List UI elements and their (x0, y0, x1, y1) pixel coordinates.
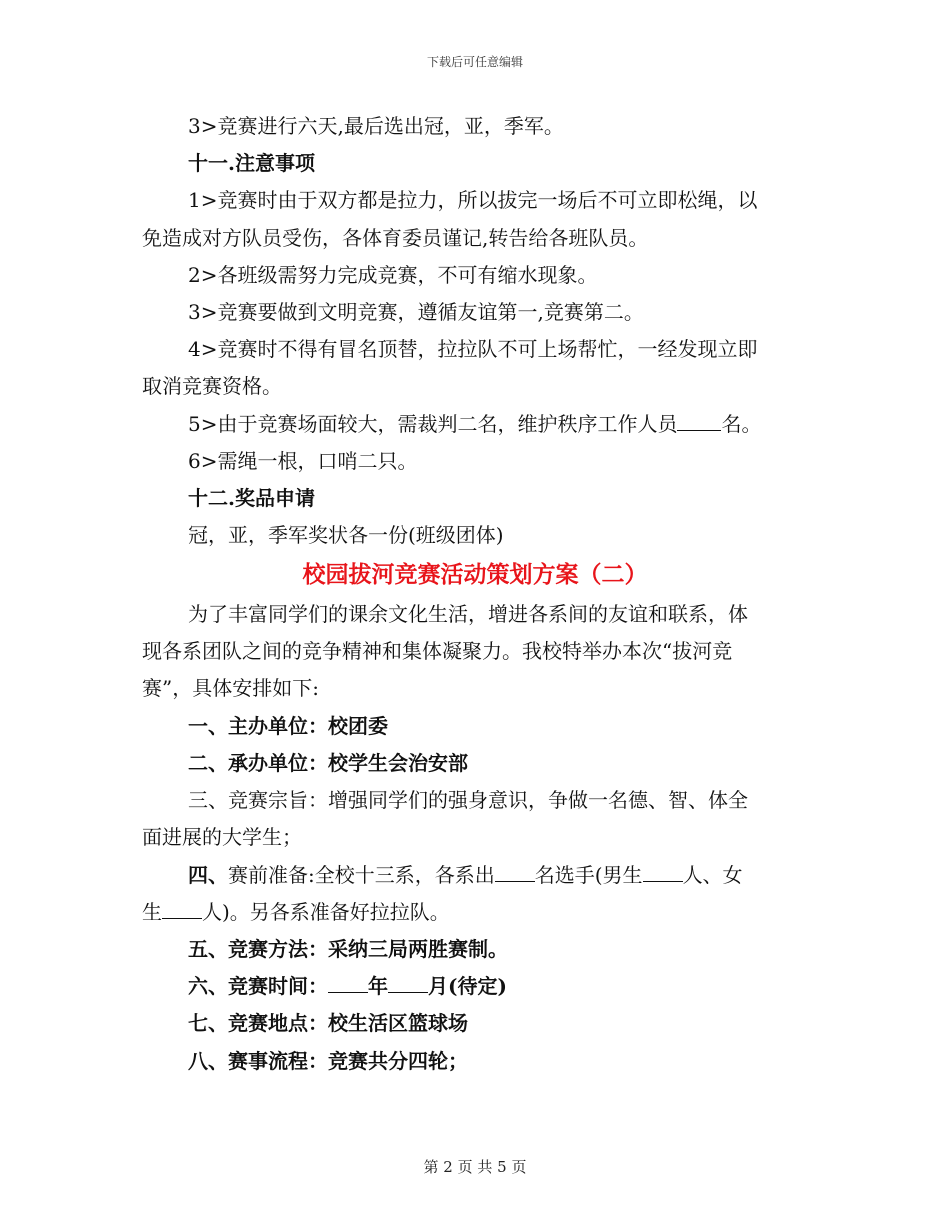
page-header: 下载后可任意编辑 (426, 55, 523, 69)
text-span: 生 (142, 900, 162, 924)
text-span: 名选手(男生 (534, 863, 643, 887)
blank-line (162, 900, 202, 919)
section-heading (188, 974, 812, 998)
text-span: 名。 (721, 412, 762, 436)
text-line (142, 900, 812, 924)
text-line: 1>竞赛时由于双方都是拉力，所以拔完一场后不可立即松绳，以 (188, 188, 758, 212)
blank-line (388, 974, 428, 993)
text-line (188, 412, 812, 436)
section-heading: 八、赛事流程：竞赛共分四轮； (188, 1049, 468, 1073)
text-line: 面进展的大学生； (142, 825, 302, 849)
section-heading: 二、承办单位：校学生会治安部 (188, 751, 468, 775)
text-line: 冠，亚，季军奖状各一份(班级团体) (188, 523, 504, 547)
document-title: 校园拔河竞赛活动策划方案（二） (302, 561, 648, 588)
text-span: 人、女 (682, 863, 743, 887)
text-line (188, 863, 812, 887)
text-line: 4>竞赛时不得有冒名顶替，拉拉队不可上场帮忙，一经发现立即 (188, 337, 758, 361)
section-heading: 五、竞赛方法：采纳三局两胜赛制。 (188, 937, 508, 961)
text-span: 赛前准备:全校十三系，各系出 (228, 863, 495, 887)
text-line: 免造成对方队员受伤，各体育委员谨记,转告给各班队员。 (142, 226, 649, 250)
text-span: 月(待定) (428, 974, 507, 998)
text-line: 3>竞赛进行六天,最后选出冠，亚，季军。 (188, 114, 564, 138)
text-line: 为了丰富同学们的课余文化生活，增进各系间的友谊和联系，体 (188, 602, 748, 626)
page-footer: 第 2 页 共 5 页 (423, 1158, 527, 1176)
text-line: 2>各班级需努力完成竞赛，不可有缩水现象。 (188, 263, 598, 287)
section-heading: 一、主办单位：校团委 (188, 714, 388, 738)
text-span: 年 (368, 974, 388, 998)
section-heading: 七、竞赛地点：校生活区篮球场 (188, 1011, 468, 1035)
text-span: 六、竞赛时间： (188, 974, 328, 998)
blank-line (643, 863, 683, 882)
text-line: 现各系团队之间的竞争精神和集体凝聚力。我校特举办本次“拔河竞 (142, 639, 733, 663)
text-line: 3>竞赛要做到文明竞赛，遵循友谊第一,竞赛第二。 (188, 300, 644, 324)
blank-line (328, 974, 368, 993)
section-label: 四、 (188, 863, 228, 887)
blank-line (677, 412, 721, 431)
text-span: 5>由于竞赛场面较大，需裁判二名，维护秩序工作人员 (188, 412, 678, 436)
text-line: 取消竞赛资格。 (142, 374, 282, 398)
blank-line (495, 863, 535, 882)
section-heading: 十二.奖品申请 (188, 486, 315, 510)
text-line: 赛”，具体安排如下: (142, 676, 319, 700)
text-line: 三、竞赛宗旨：增强同学们的强身意识，争做一名德、智、体全 (188, 788, 748, 812)
text-span: 人)。另各系准备好拉拉队。 (202, 900, 450, 924)
text-line: 6>需绳一根，口哨二只。 (188, 449, 418, 473)
section-heading: 十一.注意事项 (188, 151, 315, 175)
